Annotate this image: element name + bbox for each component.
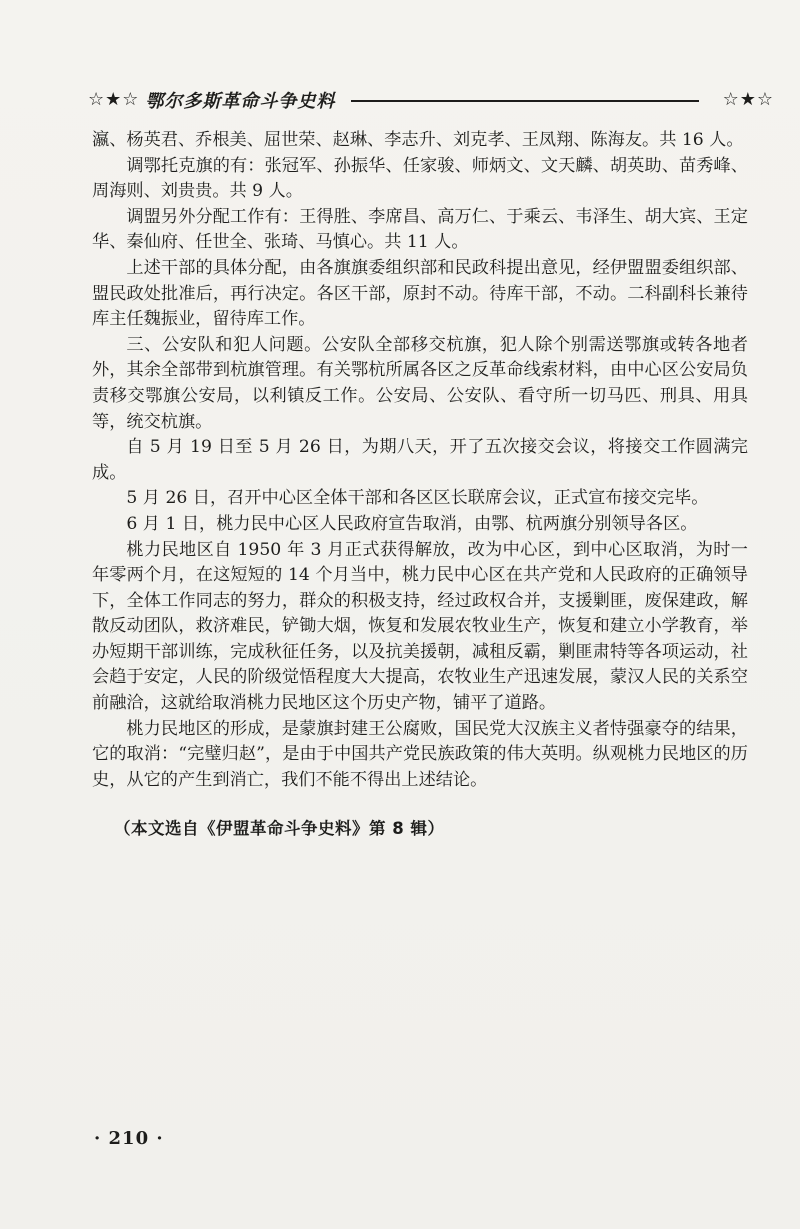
paragraph-continued-names: 瀛、杨英君、乔根美、屈世荣、赵琳、李志升、刘克孝、王凤翔、陈海友。共 16 人。 [92, 130, 744, 150]
page-number: · 210 · [94, 1128, 164, 1149]
source-note: （本文选自《伊盟革命斗争史料》第 8 辑） [114, 819, 445, 838]
paragraph-conclusion: 桃力民地区的形成，是蒙旗封建王公腐败，国民党大汉族主义者恃强豪夺的结果，它的取消：“完璧归赵”，是由于中国共产党民族政策的伟大英明。纵观桃力民地区的历史，从它的产生到消亡，我们不能不得出上述结论。 [92, 718, 748, 790]
series-title: 鄂尔多斯革命斗争史料 [145, 91, 336, 112]
paragraph-public-security: 三、公安队和犯人问题。公安队全部移交杭旗，犯人除个别需送鄂旗或转各地者外，其余全部带到杭旗管理。有关鄂杭所属各区之反革命线索材料，由中心区公安局负责移交鄂旗公安局，以利镇反工作。公安局、公安队、看守所一切马匹、刑具、用具等，统交杭旗。 [92, 334, 748, 432]
header-rule [351, 100, 698, 102]
paragraph-etuoke-banner: 调鄂托克旗的有：张冠军、孙振华、任家骏、师炳文、文天麟、胡英助、苗秀峰、周海则、刘贵贵。共 9 人。 [92, 155, 748, 202]
paragraph-june-1: 6 月 1 日，桃力民中心区人民政府宣告取消，由鄂、杭两旗分别领导各区。 [126, 513, 698, 534]
header-stars-left: ☆★☆ [88, 89, 140, 110]
paragraph-handover-meetings: 自 5 月 19 日至 5 月 26 日，为期八天，开了五次接交会议，将接交工作圆满完成。 [92, 437, 748, 483]
paragraph-league-assignment: 调盟另外分配工作有：王得胜、李席昌、高万仁、于乘云、韦泽生、胡大宾、王定华、秦仙府、任世全、张琦、马慎心。共 11 人。 [92, 206, 748, 253]
body-text [92, 128, 748, 793]
paragraph-may-26: 5 月 26 日，召开中心区全体干部和各区区长联席会议，正式宣布接交完毕。 [126, 488, 709, 509]
paragraph-summary: 桃力民地区自 1950 年 3 月正式获得解放，改为中心区，到中心区取消，为时一年零两个月，在这短短的 14 个月当中，桃力民中心区在共产党和人民政府的正确领导下，全体工作同志的努力，群众的积极支持，经过政权合并，支援剿匪，废保建政，解散反动团队，救济难民，铲锄大烟，恢复和发展农牧业生产，恢复和建立小学教育，举办短期干部训练，完成秋征任务，以及抗美援朝，减租反霸，剿匪肃特等各项运动，社会趋于安定，人民的阶级觉悟程度大大提高，农牧业生产迅速发展，蒙汉人民的关系空前融洽，这就给取消桃力民地区这个历史产物，铺平了道路。 [92, 539, 748, 714]
header-stars-right: ☆★☆ [722, 89, 774, 110]
running-header [88, 86, 774, 114]
paragraph-cadre-allocation: 上述干部的具体分配，由各旗旗委组织部和民政科提出意见，经伊盟盟委组织部、盟民政处批准后，再行决定。各区干部，原封不动。待库干部，不动。二科副科长兼待库主任魏振业，留待库工作。 [92, 257, 748, 330]
